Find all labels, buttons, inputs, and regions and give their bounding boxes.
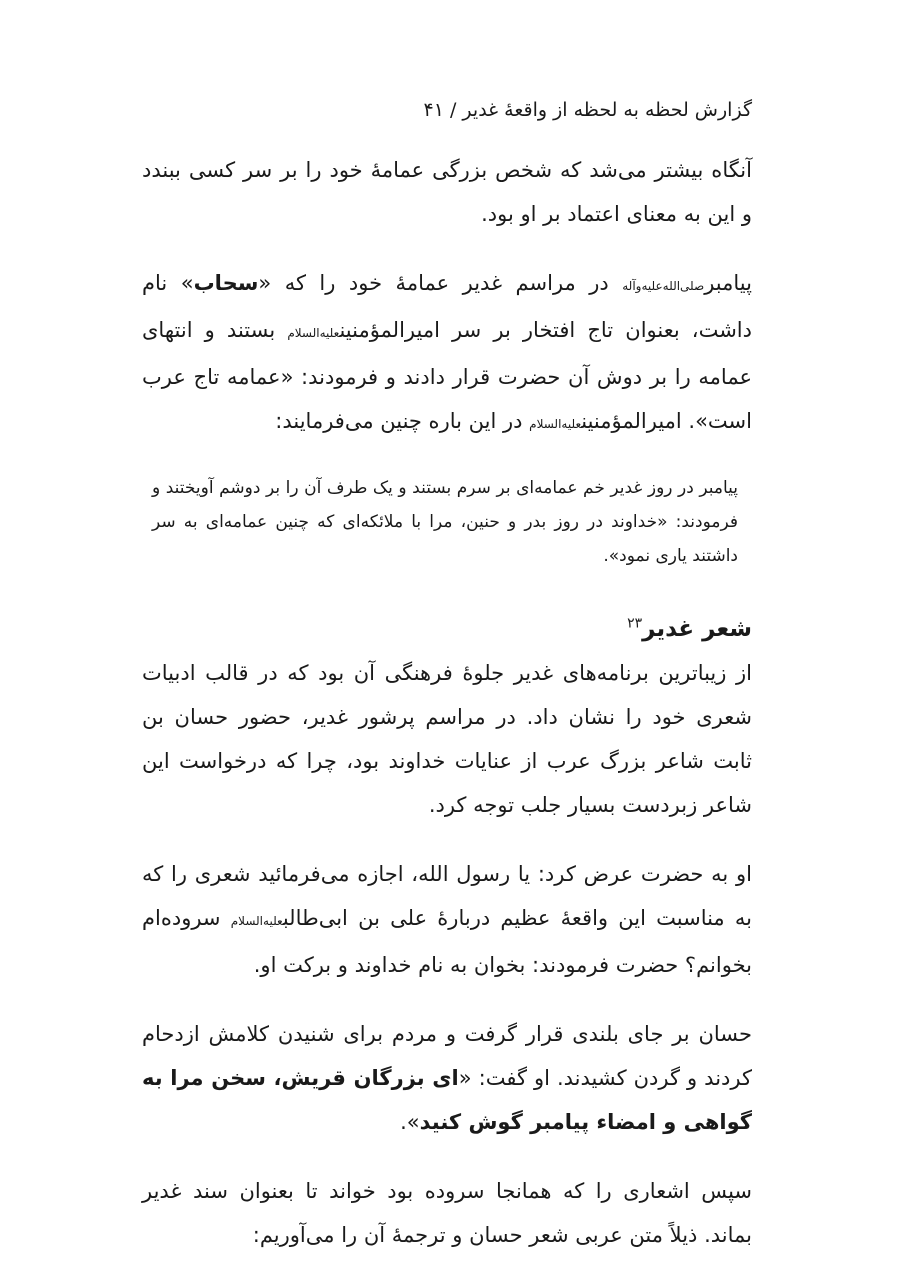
paragraph-2: پیامبرصلی‌الله‌علیه‌وآله در مراسم غدیر عمامۀ خود را که «سحاب» نام داشت، بعنوان تاج افتخار بر سر امیرالمؤمنینعلیه‌السلام بستند و انتهای عمامه را بر دوش آن حضرت قرار دادند و فرمودند: «عمامه تاج عرب است». امیرالمؤمنینعلیه‌السلام در این باره چنین می‌فرمایند: xyxy=(142,271,752,433)
running-title: گزارش لحظه به لحظه از واقعۀ غدیر xyxy=(462,99,752,121)
hassan-quote: ای بزرگان قریش، سخن مرا به گواهی و امضاء پیامبر گوش کنید xyxy=(142,1066,752,1134)
sahab-term: سحاب xyxy=(193,271,259,295)
header-separator: / xyxy=(449,99,457,121)
honorific-prophet: صلی‌الله‌علیه‌وآله xyxy=(622,279,705,293)
paragraph-6: سپس اشعاری را که همانجا سروده بود خواند تا بعنوان سند غدیر بماند. ذیلاً متن عربی شعر حسان و ترجمۀ آن را می‌آوریم: xyxy=(142,1179,752,1247)
page-number: ۴۱ xyxy=(423,99,444,121)
honorific-imam: علیه‌السلام xyxy=(230,914,283,928)
honorific-imam: علیه‌السلام xyxy=(529,417,582,431)
honorific-imam: علیه‌السلام xyxy=(287,326,340,340)
block-quote: پیامبر در روز غدیر خم عمامه‌ای بر سرم بستند و یک طرف آن را بر دوشم آویختند و فرمودند: «خداوند در روز بدر و حنین، مرا با ملائکه‌ای که چنین عمامه‌ای به سر داشتند یاری نمود». xyxy=(152,478,738,566)
paragraph-3: از زیباترین برنامه‌های غدیر جلوۀ فرهنگی آن بود که در قالب ادبیات شعری خود را نشان داد. در مراسم پرشور غدیر، حضور حسان بن ثابت شاعر بزرگ عرب از عنایات خداوند بود، چرا که درخواست این شاعر زبردست بسیار جلب توجه کرد. xyxy=(142,661,752,817)
paragraph-4: او به حضرت عرض کرد: یا رسول الله، اجازه می‌فرمائید شعری را که به مناسبت این واقعۀ عظیم دربارۀ علی بن ابی‌طالبعلیه‌السلام سروده‌ام بخوانم؟ حضرت فرمودند: بخوان به نام خداوند و برکت او. xyxy=(142,862,752,977)
paragraph-5: حسان بر جای بلندی قرار گرفت و مردم برای شنیدن کلامش ازدحام کردند و گردن کشیدند. او گفت: «ای بزرگان قریش، سخن مرا به گواهی و امضاء پیامبر گوش کنید». xyxy=(142,1022,752,1134)
section-title: شعر غدیر xyxy=(642,616,752,642)
section-heading xyxy=(142,611,752,647)
running-header xyxy=(142,95,752,125)
paragraph-1: آنگاه بیشتر می‌شد که شخص بزرگی عمامۀ خود را بر سر کسی ببندد و این به معنای اعتماد بر او بود. xyxy=(142,158,752,226)
page-body xyxy=(142,148,752,1282)
footnote-marker: ۲۳ xyxy=(627,615,643,632)
